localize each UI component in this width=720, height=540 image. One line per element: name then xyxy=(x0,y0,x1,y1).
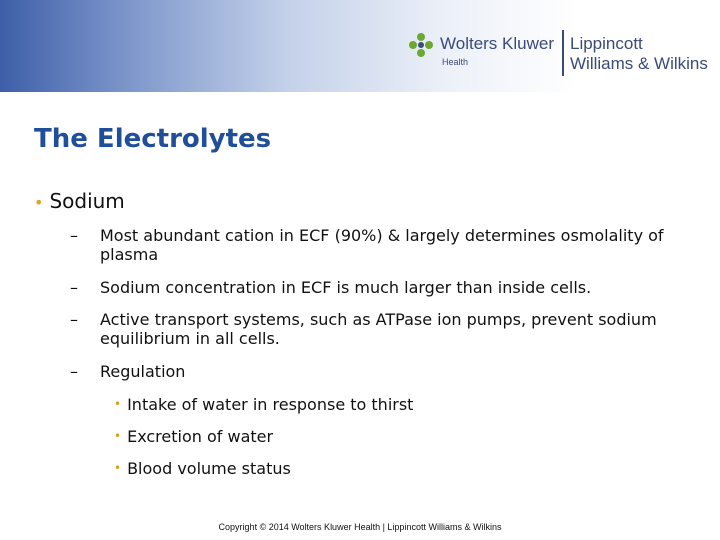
main-bullet xyxy=(34,189,125,213)
sub-bullet-text: Regulation xyxy=(100,362,186,381)
slide-title: The Electrolytes xyxy=(34,124,272,154)
regulation-item xyxy=(114,395,413,414)
logo-company-name: Wolters Kluwer xyxy=(440,34,554,53)
logo-imprint-line1: Lippincott xyxy=(570,34,643,53)
regulation-item-text: Blood volume status xyxy=(127,459,291,478)
regulation-item-text: Intake of water in response to thirst xyxy=(127,395,414,414)
regulation-item xyxy=(114,459,291,478)
main-bullet-label: Sodium xyxy=(49,189,125,213)
bullet-dot-icon: • xyxy=(114,429,122,443)
regulation-item xyxy=(114,427,273,446)
logo-imprint-line2: Williams & Wilkins xyxy=(570,54,708,73)
dash-icon: – xyxy=(70,310,78,329)
bullet-dot-icon: • xyxy=(34,193,44,212)
regulation-item-text: Excretion of water xyxy=(127,427,274,446)
sub-bullet-text: Sodium concentration in ECF is much larger than inside cells. xyxy=(100,278,592,297)
wolters-kluwer-logo-icon xyxy=(408,32,434,58)
bullet-dot-icon: • xyxy=(114,461,122,475)
bullet-dot-icon: • xyxy=(114,397,122,411)
dash-icon: – xyxy=(70,278,78,297)
logo-divider xyxy=(562,30,564,76)
copyright-footer: Copyright © 2014 Wolters Kluwer Health | Lippincott Williams & Wilkins xyxy=(218,522,502,532)
sub-bullet-text: Most abundant cation in ECF (90%) & largely determines osmolality of plasma xyxy=(100,226,664,264)
logo-division: Health xyxy=(442,57,469,67)
sub-bullet-text: Active transport systems, such as ATPase ion pumps, prevent sodium equilibrium in all cells. xyxy=(100,310,657,348)
dash-icon: – xyxy=(70,362,78,381)
dash-icon: – xyxy=(70,226,78,245)
publisher-logo xyxy=(408,28,718,80)
